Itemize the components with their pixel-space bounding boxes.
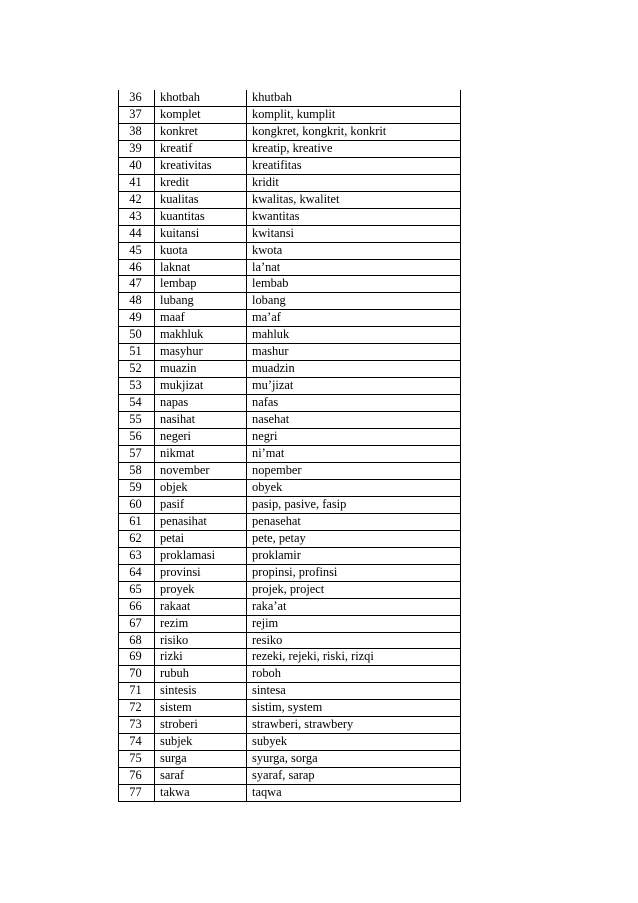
- standard-word-cell: takwa: [155, 785, 247, 802]
- variant-words-cell: strawberi, strawbery: [247, 717, 461, 734]
- table-row: [119, 734, 461, 751]
- standard-word-cell: stroberi: [155, 717, 247, 734]
- variant-words-cell: resiko: [247, 632, 461, 649]
- row-number-cell: 50: [119, 327, 155, 344]
- row-number-cell: 47: [119, 276, 155, 293]
- variant-words-cell: lobang: [247, 293, 461, 310]
- table-row: [119, 513, 461, 530]
- table-row: [119, 666, 461, 683]
- row-number-cell: 63: [119, 547, 155, 564]
- row-number-cell: 45: [119, 242, 155, 259]
- row-number-cell: 66: [119, 598, 155, 615]
- variant-words-cell: raka’at: [247, 598, 461, 615]
- standard-word-cell: proklamasi: [155, 547, 247, 564]
- row-number-cell: 62: [119, 530, 155, 547]
- table-row: [119, 123, 461, 140]
- row-number-cell: 70: [119, 666, 155, 683]
- table-row: [119, 446, 461, 463]
- variant-words-cell: pete, petay: [247, 530, 461, 547]
- table-row: [119, 462, 461, 479]
- variant-words-cell: kwantitas: [247, 208, 461, 225]
- table-row: [119, 785, 461, 802]
- variant-words-cell: subyek: [247, 734, 461, 751]
- table-row: [119, 412, 461, 429]
- variant-words-cell: projek, project: [247, 581, 461, 598]
- standard-word-cell: muazin: [155, 361, 247, 378]
- table-row: [119, 649, 461, 666]
- standard-word-cell: saraf: [155, 768, 247, 785]
- row-number-cell: 42: [119, 191, 155, 208]
- table-row: [119, 276, 461, 293]
- standard-word-cell: makhluk: [155, 327, 247, 344]
- variant-words-cell: kreatip, kreative: [247, 140, 461, 157]
- variant-words-cell: nasehat: [247, 412, 461, 429]
- variant-words-cell: muadzin: [247, 361, 461, 378]
- variant-words-cell: pasip, pasive, fasip: [247, 496, 461, 513]
- row-number-cell: 73: [119, 717, 155, 734]
- variant-words-cell: mahluk: [247, 327, 461, 344]
- table-row: [119, 225, 461, 242]
- table-row: [119, 293, 461, 310]
- standard-word-cell: rezim: [155, 615, 247, 632]
- row-number-cell: 77: [119, 785, 155, 802]
- standard-word-cell: surga: [155, 751, 247, 768]
- variant-words-cell: komplit, kumplit: [247, 106, 461, 123]
- row-number-cell: 43: [119, 208, 155, 225]
- variant-words-cell: negri: [247, 429, 461, 446]
- standard-word-cell: laknat: [155, 259, 247, 276]
- standard-word-cell: maaf: [155, 310, 247, 327]
- standard-word-cell: konkret: [155, 123, 247, 140]
- row-number-cell: 69: [119, 649, 155, 666]
- standard-word-cell: sistem: [155, 700, 247, 717]
- standard-word-cell: lubang: [155, 293, 247, 310]
- table-row: [119, 327, 461, 344]
- word-list-table: [118, 90, 461, 802]
- row-number-cell: 55: [119, 412, 155, 429]
- table-row: [119, 751, 461, 768]
- table-row: [119, 174, 461, 191]
- standard-word-cell: penasihat: [155, 513, 247, 530]
- variant-words-cell: la’nat: [247, 259, 461, 276]
- variant-words-cell: kwalitas, kwalitet: [247, 191, 461, 208]
- table-row: [119, 310, 461, 327]
- variant-words-cell: ma’af: [247, 310, 461, 327]
- variant-words-cell: rejim: [247, 615, 461, 632]
- standard-word-cell: objek: [155, 479, 247, 496]
- standard-word-cell: risiko: [155, 632, 247, 649]
- row-number-cell: 74: [119, 734, 155, 751]
- standard-word-cell: nikmat: [155, 446, 247, 463]
- table-row: [119, 598, 461, 615]
- standard-word-cell: sintesis: [155, 683, 247, 700]
- variant-words-cell: nopember: [247, 462, 461, 479]
- table-row: [119, 564, 461, 581]
- table-row: [119, 157, 461, 174]
- standard-word-cell: petai: [155, 530, 247, 547]
- table-row: [119, 479, 461, 496]
- table-row: [119, 700, 461, 717]
- standard-word-cell: provinsi: [155, 564, 247, 581]
- variant-words-cell: rezeki, rejeki, riski, rizqi: [247, 649, 461, 666]
- table-row: [119, 429, 461, 446]
- table-row: [119, 90, 461, 106]
- row-number-cell: 71: [119, 683, 155, 700]
- word-list-body: [119, 90, 461, 802]
- variant-words-cell: sistim, system: [247, 700, 461, 717]
- standard-word-cell: november: [155, 462, 247, 479]
- standard-word-cell: proyek: [155, 581, 247, 598]
- row-number-cell: 65: [119, 581, 155, 598]
- standard-word-cell: kreativitas: [155, 157, 247, 174]
- row-number-cell: 41: [119, 174, 155, 191]
- table-row: [119, 361, 461, 378]
- variant-words-cell: penasehat: [247, 513, 461, 530]
- variant-words-cell: kridit: [247, 174, 461, 191]
- variant-words-cell: mashur: [247, 344, 461, 361]
- variant-words-cell: kwitansi: [247, 225, 461, 242]
- table-row: [119, 581, 461, 598]
- standard-word-cell: kuitansi: [155, 225, 247, 242]
- standard-word-cell: rakaat: [155, 598, 247, 615]
- row-number-cell: 72: [119, 700, 155, 717]
- standard-word-cell: negeri: [155, 429, 247, 446]
- row-number-cell: 64: [119, 564, 155, 581]
- table-row: [119, 191, 461, 208]
- table-row: [119, 395, 461, 412]
- table-row: [119, 106, 461, 123]
- variant-words-cell: kwota: [247, 242, 461, 259]
- row-number-cell: 61: [119, 513, 155, 530]
- row-number-cell: 76: [119, 768, 155, 785]
- variant-words-cell: ni’mat: [247, 446, 461, 463]
- row-number-cell: 46: [119, 259, 155, 276]
- row-number-cell: 40: [119, 157, 155, 174]
- table-row: [119, 259, 461, 276]
- standard-word-cell: masyhur: [155, 344, 247, 361]
- table-row: [119, 344, 461, 361]
- row-number-cell: 52: [119, 361, 155, 378]
- row-number-cell: 38: [119, 123, 155, 140]
- variant-words-cell: proklamir: [247, 547, 461, 564]
- variant-words-cell: lembab: [247, 276, 461, 293]
- standard-word-cell: subjek: [155, 734, 247, 751]
- table-row: [119, 632, 461, 649]
- variant-words-cell: khutbah: [247, 90, 461, 106]
- variant-words-cell: nafas: [247, 395, 461, 412]
- table-row: [119, 547, 461, 564]
- row-number-cell: 36: [119, 90, 155, 106]
- table-row: [119, 615, 461, 632]
- table-row: [119, 683, 461, 700]
- row-number-cell: 59: [119, 479, 155, 496]
- variant-words-cell: propinsi, profinsi: [247, 564, 461, 581]
- row-number-cell: 44: [119, 225, 155, 242]
- row-number-cell: 68: [119, 632, 155, 649]
- standard-word-cell: rubuh: [155, 666, 247, 683]
- table-row: [119, 242, 461, 259]
- variant-words-cell: kongkret, kongkrit, konkrit: [247, 123, 461, 140]
- table-row: [119, 768, 461, 785]
- variant-words-cell: taqwa: [247, 785, 461, 802]
- row-number-cell: 53: [119, 378, 155, 395]
- standard-word-cell: khotbah: [155, 90, 247, 106]
- table-row: [119, 208, 461, 225]
- standard-word-cell: napas: [155, 395, 247, 412]
- variant-words-cell: syaraf, sarap: [247, 768, 461, 785]
- row-number-cell: 51: [119, 344, 155, 361]
- row-number-cell: 57: [119, 446, 155, 463]
- row-number-cell: 56: [119, 429, 155, 446]
- standard-word-cell: kuota: [155, 242, 247, 259]
- row-number-cell: 39: [119, 140, 155, 157]
- row-number-cell: 67: [119, 615, 155, 632]
- variant-words-cell: roboh: [247, 666, 461, 683]
- variant-words-cell: sintesa: [247, 683, 461, 700]
- row-number-cell: 60: [119, 496, 155, 513]
- standard-word-cell: lembap: [155, 276, 247, 293]
- standard-word-cell: kualitas: [155, 191, 247, 208]
- variant-words-cell: obyek: [247, 479, 461, 496]
- variant-words-cell: mu’jizat: [247, 378, 461, 395]
- row-number-cell: 48: [119, 293, 155, 310]
- table-row: [119, 530, 461, 547]
- standard-word-cell: kreatif: [155, 140, 247, 157]
- row-number-cell: 49: [119, 310, 155, 327]
- standard-word-cell: nasihat: [155, 412, 247, 429]
- row-number-cell: 75: [119, 751, 155, 768]
- standard-word-cell: kuantitas: [155, 208, 247, 225]
- row-number-cell: 58: [119, 462, 155, 479]
- variant-words-cell: syurga, sorga: [247, 751, 461, 768]
- table-row: [119, 378, 461, 395]
- table-row: [119, 496, 461, 513]
- table-row: [119, 140, 461, 157]
- standard-word-cell: kredit: [155, 174, 247, 191]
- variant-words-cell: kreatifitas: [247, 157, 461, 174]
- standard-word-cell: rizki: [155, 649, 247, 666]
- standard-word-cell: pasif: [155, 496, 247, 513]
- row-number-cell: 54: [119, 395, 155, 412]
- standard-word-cell: komplet: [155, 106, 247, 123]
- table-row: [119, 717, 461, 734]
- row-number-cell: 37: [119, 106, 155, 123]
- standard-word-cell: mukjizat: [155, 378, 247, 395]
